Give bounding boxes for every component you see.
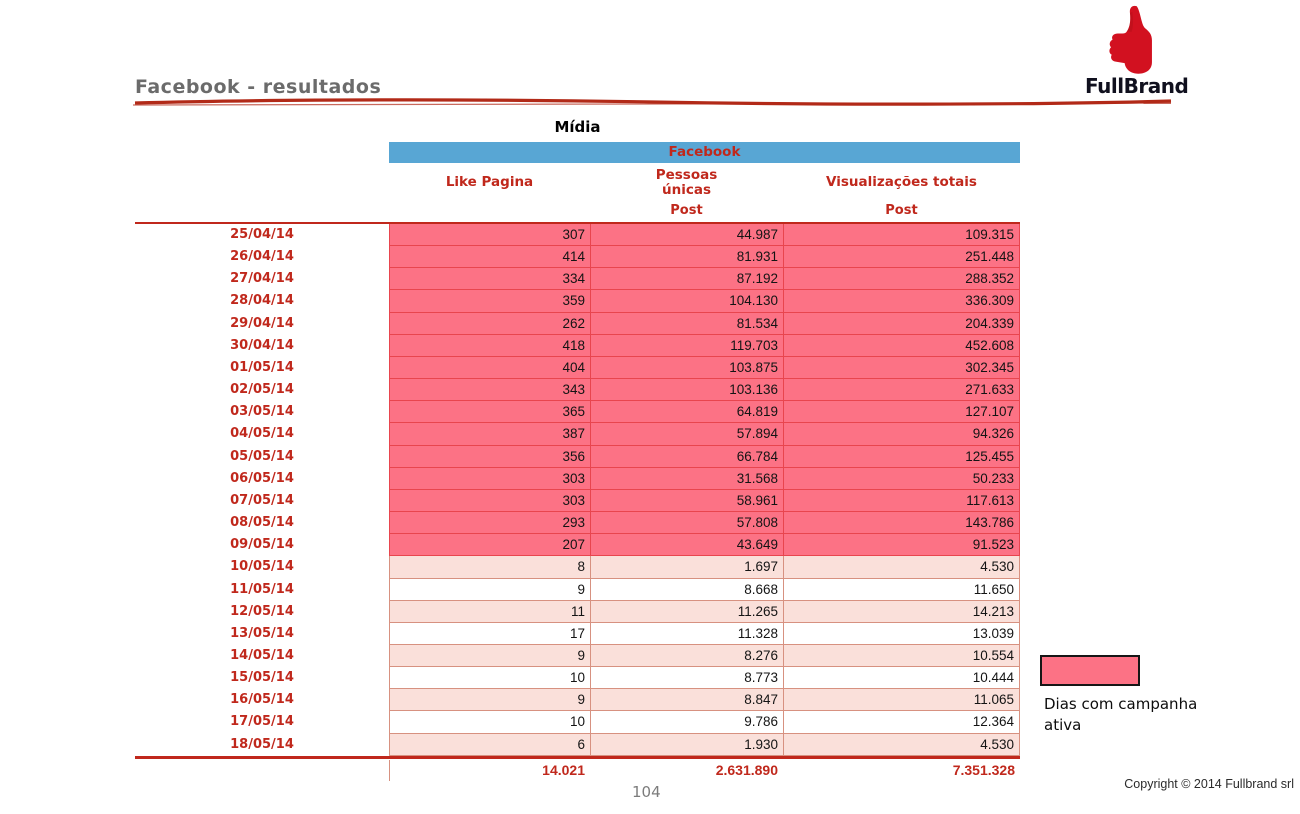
date-cell: 13/05/14 — [230, 625, 294, 641]
page-number: 104 — [632, 783, 661, 801]
table-row — [135, 667, 1020, 689]
visualizacoes-cell: 127.107 — [783, 401, 1020, 423]
pessoas-cell: 57.894 — [590, 423, 783, 445]
like-cell: 262 — [389, 313, 590, 335]
visualizacoes-cell: 109.315 — [783, 224, 1020, 246]
pessoas-cell: 103.136 — [590, 379, 783, 401]
table-row — [135, 556, 1020, 578]
like-cell: 387 — [389, 423, 590, 445]
column-header-like: Like Pagina — [445, 174, 534, 190]
table-row — [135, 623, 1020, 645]
like-cell: 359 — [389, 290, 590, 312]
date-cell: 27/04/14 — [230, 271, 294, 287]
visualizacoes-cell: 302.345 — [783, 357, 1020, 379]
date-cell: 30/04/14 — [230, 337, 294, 353]
visualizacoes-cell: 4.530 — [783, 556, 1020, 578]
table-row — [135, 379, 1020, 401]
total-pessoas: 2.631.890 — [715, 762, 778, 778]
column-header-pessoas — [590, 163, 783, 202]
like-cell: 10 — [389, 711, 590, 733]
column-header-pessoas-label: Pessoas únicas — [655, 166, 718, 198]
column-header-visualizacoes: Visualizações totais — [826, 174, 977, 190]
visualizacoes-cell: 14.213 — [783, 601, 1020, 623]
total-visualizacoes: 7.351.328 — [952, 762, 1015, 778]
table-body — [135, 224, 1020, 756]
pessoas-cell: 119.703 — [590, 335, 783, 357]
column-headers — [389, 163, 1020, 202]
pessoas-cell: 11.328 — [590, 623, 783, 645]
pessoas-cell: 57.808 — [590, 512, 783, 534]
like-cell: 9 — [389, 645, 590, 667]
post-subheader-pessoas: Post — [670, 203, 703, 218]
date-cell: 15/05/14 — [230, 670, 294, 686]
table-row — [135, 313, 1020, 335]
pessoas-cell: 8.276 — [590, 645, 783, 667]
like-cell: 404 — [389, 357, 590, 379]
like-cell: 293 — [389, 512, 590, 534]
facebook-header-bar: Facebook — [389, 142, 1020, 163]
visualizacoes-cell: 11.650 — [783, 579, 1020, 601]
date-cell: 08/05/14 — [230, 515, 294, 531]
like-cell: 207 — [389, 534, 590, 556]
totals-empty-cell — [135, 760, 389, 781]
copyright-text: Copyright © 2014 Fullbrand srl — [1124, 777, 1294, 791]
pessoas-cell: 87.192 — [590, 268, 783, 290]
date-cell: 11/05/14 — [230, 581, 294, 597]
date-cell: 28/04/14 — [230, 293, 294, 309]
table-row — [135, 446, 1020, 468]
pessoas-cell: 8.773 — [590, 667, 783, 689]
date-cell: 12/05/14 — [230, 603, 294, 619]
table-row — [135, 490, 1020, 512]
like-cell: 11 — [389, 601, 590, 623]
visualizacoes-cell: 125.455 — [783, 446, 1020, 468]
visualizacoes-cell: 117.613 — [783, 490, 1020, 512]
legend-campaign-swatch — [1040, 655, 1140, 686]
like-cell: 8 — [389, 556, 590, 578]
visualizacoes-cell: 452.608 — [783, 335, 1020, 357]
table-row — [135, 224, 1020, 246]
like-cell: 414 — [389, 246, 590, 268]
post-subheader-visualizacoes: Post — [885, 203, 918, 218]
pessoas-cell: 1.930 — [590, 734, 783, 756]
table-row — [135, 268, 1020, 290]
date-cell: 06/05/14 — [230, 470, 294, 486]
pessoas-cell: 11.265 — [590, 601, 783, 623]
visualizacoes-cell: 288.352 — [783, 268, 1020, 290]
like-cell: 10 — [389, 667, 590, 689]
table-row — [135, 734, 1020, 756]
post-subheader-empty — [389, 202, 590, 222]
like-cell: 418 — [389, 335, 590, 357]
table-row — [135, 335, 1020, 357]
like-cell: 356 — [389, 446, 590, 468]
visualizacoes-cell: 336.309 — [783, 290, 1020, 312]
like-cell: 6 — [389, 734, 590, 756]
table-row — [135, 290, 1020, 312]
date-cell: 07/05/14 — [230, 492, 294, 508]
visualizacoes-cell: 11.065 — [783, 689, 1020, 711]
visualizacoes-cell: 91.523 — [783, 534, 1020, 556]
visualizacoes-cell: 251.448 — [783, 246, 1020, 268]
fullbrand-logo — [1085, 4, 1189, 98]
pessoas-cell: 64.819 — [590, 401, 783, 423]
visualizacoes-cell: 13.039 — [783, 623, 1020, 645]
pessoas-cell: 58.961 — [590, 490, 783, 512]
pessoas-cell: 8.847 — [590, 689, 783, 711]
visualizacoes-cell: 94.326 — [783, 423, 1020, 445]
table-row — [135, 423, 1020, 445]
title-underline — [133, 97, 1173, 109]
date-cell: 05/05/14 — [230, 448, 294, 464]
date-cell: 17/05/14 — [230, 714, 294, 730]
media-group-label: Mídia — [554, 118, 601, 136]
pessoas-cell: 44.987 — [590, 224, 783, 246]
visualizacoes-cell: 10.444 — [783, 667, 1020, 689]
total-like: 14.021 — [389, 760, 590, 781]
page-title: Facebook - resultados — [135, 76, 382, 98]
date-cell: 18/05/14 — [230, 736, 294, 752]
post-subheader-row — [389, 202, 1020, 222]
pessoas-cell: 103.875 — [590, 357, 783, 379]
table-row — [135, 534, 1020, 556]
pessoas-cell: 31.568 — [590, 468, 783, 490]
pessoas-cell: 1.697 — [590, 556, 783, 578]
visualizacoes-cell: 4.530 — [783, 734, 1020, 756]
results-table — [135, 142, 1020, 787]
like-cell: 9 — [389, 579, 590, 601]
table-row — [135, 512, 1020, 534]
table-row — [135, 645, 1020, 667]
date-cell: 01/05/14 — [230, 359, 294, 375]
pessoas-cell: 104.130 — [590, 290, 783, 312]
totals-separator-rule — [135, 756, 1020, 760]
visualizacoes-cell: 271.633 — [783, 379, 1020, 401]
pessoas-cell: 81.931 — [590, 246, 783, 268]
visualizacoes-cell: 204.339 — [783, 313, 1020, 335]
totals-row — [135, 760, 1020, 781]
like-cell: 303 — [389, 490, 590, 512]
like-cell: 334 — [389, 268, 590, 290]
logo-text: FullBrand — [1085, 74, 1189, 98]
table-row — [135, 711, 1020, 733]
table-row — [135, 401, 1020, 423]
visualizacoes-cell: 10.554 — [783, 645, 1020, 667]
table-row — [135, 468, 1020, 490]
date-cell: 26/04/14 — [230, 249, 294, 265]
like-cell: 17 — [389, 623, 590, 645]
visualizacoes-cell: 12.364 — [783, 711, 1020, 733]
like-cell: 303 — [389, 468, 590, 490]
pessoas-cell: 66.784 — [590, 446, 783, 468]
date-cell: 29/04/14 — [230, 315, 294, 331]
table-row — [135, 689, 1020, 711]
like-cell: 343 — [389, 379, 590, 401]
visualizacoes-cell: 143.786 — [783, 512, 1020, 534]
date-cell: 10/05/14 — [230, 559, 294, 575]
table-row — [135, 601, 1020, 623]
date-cell: 14/05/14 — [230, 647, 294, 663]
pessoas-cell: 43.649 — [590, 534, 783, 556]
table-row — [135, 246, 1020, 268]
table-row — [135, 357, 1020, 379]
pessoas-cell: 8.668 — [590, 579, 783, 601]
date-cell: 04/05/14 — [230, 426, 294, 442]
date-cell: 09/05/14 — [230, 537, 294, 553]
table-row — [135, 579, 1020, 601]
like-cell: 9 — [389, 689, 590, 711]
like-cell: 365 — [389, 401, 590, 423]
date-cell: 03/05/14 — [230, 404, 294, 420]
pessoas-cell: 9.786 — [590, 711, 783, 733]
date-cell: 25/04/14 — [230, 227, 294, 242]
date-cell: 16/05/14 — [230, 692, 294, 708]
date-cell: 02/05/14 — [230, 382, 294, 398]
legend-label: Dias com campanha ativa — [1044, 695, 1198, 734]
like-cell: 307 — [389, 224, 590, 246]
visualizacoes-cell: 50.233 — [783, 468, 1020, 490]
pessoas-cell: 81.534 — [590, 313, 783, 335]
thumbs-up-icon — [1105, 4, 1161, 76]
